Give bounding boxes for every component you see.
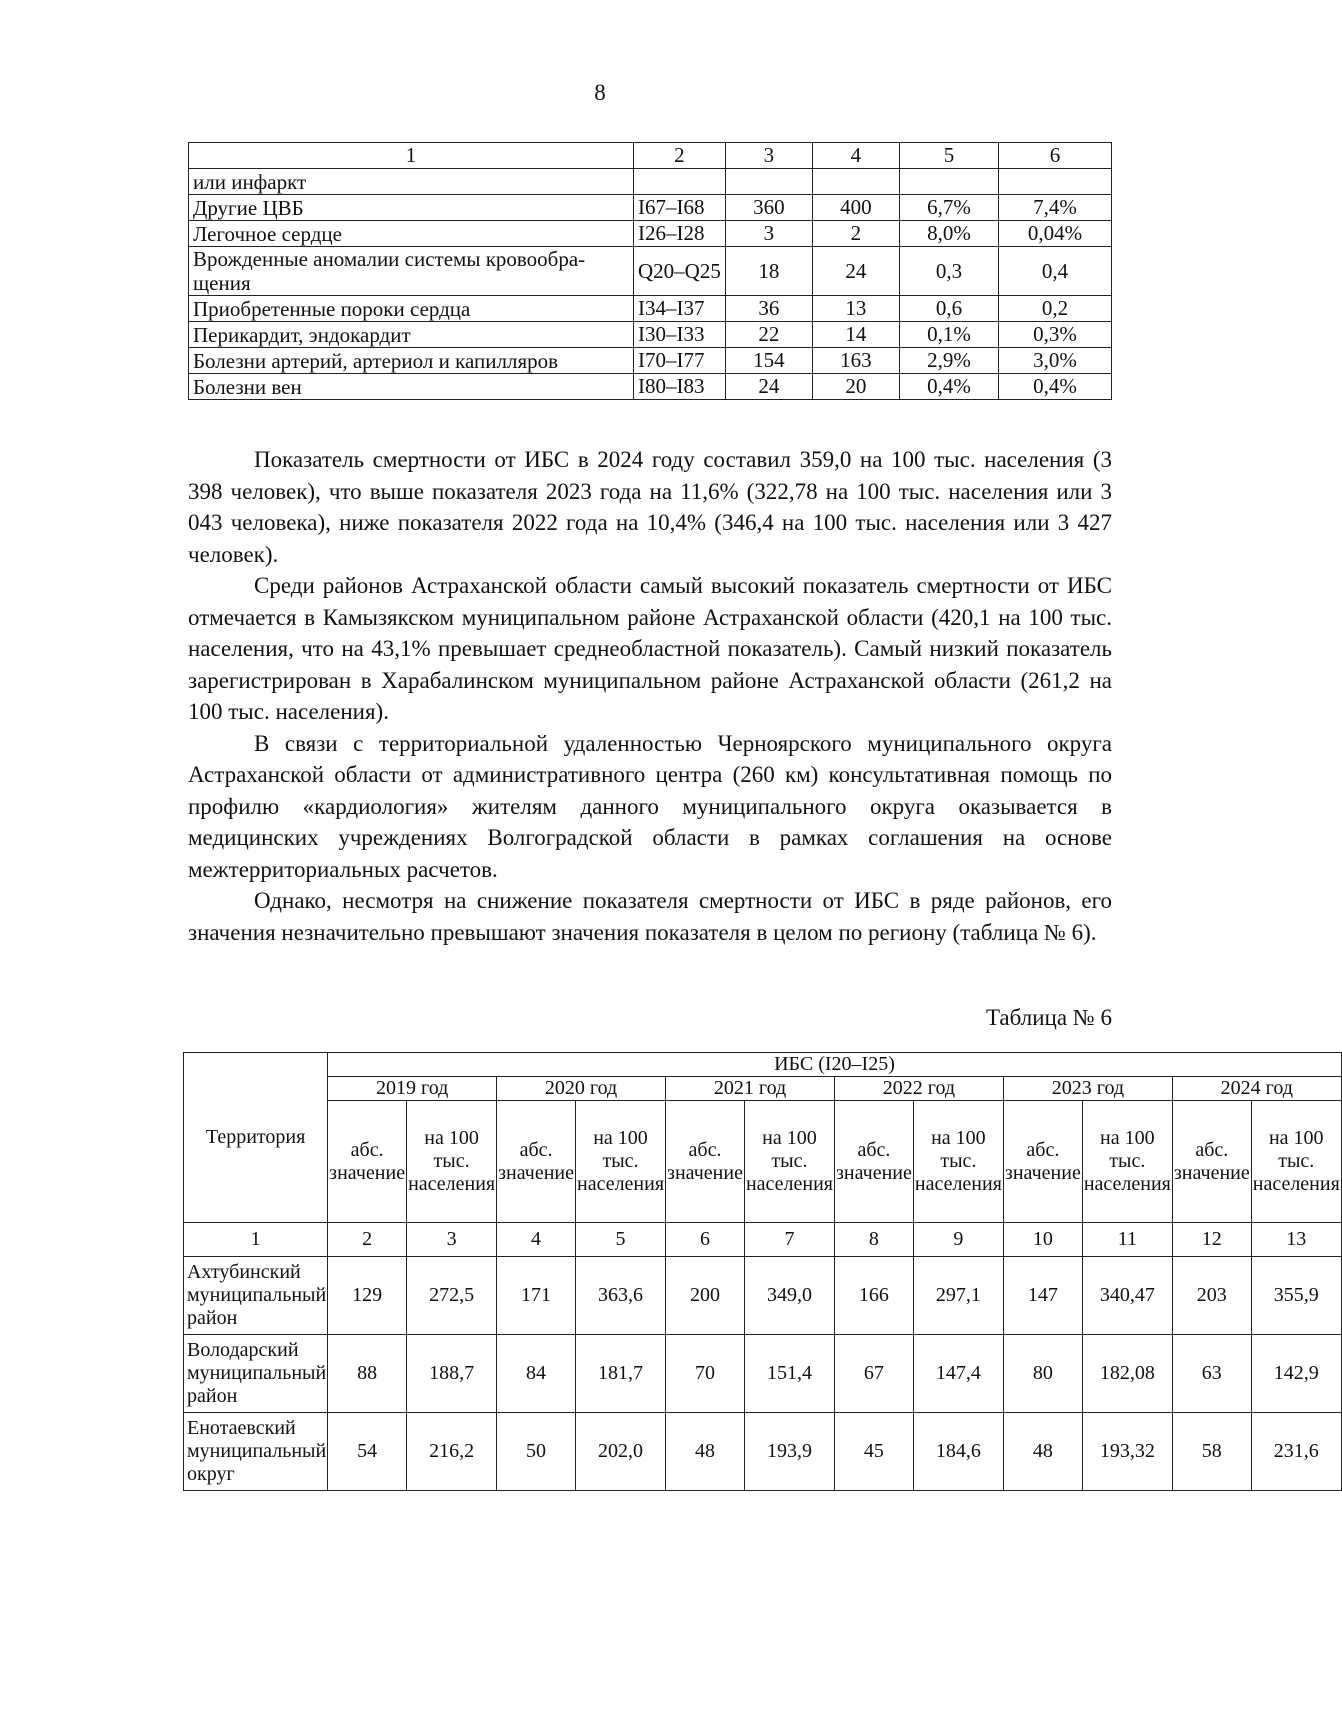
column-number: 1 — [189, 143, 634, 169]
value-cell: 54 — [328, 1413, 407, 1491]
value-cell: 67 — [834, 1335, 913, 1413]
sub-header: абс. значение — [666, 1101, 745, 1223]
sub-header-row — [184, 1101, 1342, 1223]
value-cell: 193,32 — [1082, 1413, 1172, 1491]
diseases-table-continued — [188, 142, 1112, 400]
table-row — [189, 322, 1112, 348]
value-cell: 297,1 — [913, 1257, 1003, 1335]
value-cell: 188,7 — [407, 1335, 497, 1413]
value-cell: 216,2 — [407, 1413, 497, 1491]
column-number: 9 — [913, 1223, 1003, 1257]
table-row — [184, 1335, 1342, 1413]
value-cell: 147,4 — [913, 1335, 1003, 1413]
value-cell: 45 — [834, 1413, 913, 1491]
territory-name: Ахтубинский муниципальный район — [184, 1257, 328, 1335]
column-number: 5 — [576, 1223, 666, 1257]
paragraph: Однако, несмотря на снижение показателя смертности от ИБС в ряде районов, его значения незначительно превышают значения показателя в целом по региону (таблица № 6). — [188, 888, 1112, 945]
year-header: 2024 год — [1172, 1077, 1341, 1101]
icd-code: I80–I83 — [634, 374, 726, 400]
year-header: 2023 год — [1003, 1077, 1172, 1101]
column-number: 4 — [497, 1223, 576, 1257]
value-cell: 0,4% — [998, 374, 1111, 400]
value-cell: 2 — [812, 221, 899, 247]
value-cell: 84 — [497, 1335, 576, 1413]
value-cell: 48 — [1003, 1413, 1082, 1491]
value-cell: 171 — [497, 1257, 576, 1335]
value-cell: 14 — [812, 322, 899, 348]
column-number: 6 — [666, 1223, 745, 1257]
column-number: 5 — [899, 143, 998, 169]
icd-code: Q20–Q25 — [634, 247, 726, 296]
icd-code: I26–I28 — [634, 221, 726, 247]
value-cell — [812, 169, 899, 195]
value-cell: 151,4 — [744, 1335, 834, 1413]
ibs-mortality-table — [183, 1052, 1342, 1491]
value-cell: 20 — [812, 374, 899, 400]
table-caption: Таблица № 6 — [985, 1005, 1112, 1030]
disease-name: Врожденные аномалии системы кровообра-щения — [189, 247, 634, 296]
table-row — [184, 1257, 1342, 1335]
column-number: 2 — [328, 1223, 407, 1257]
value-cell: 48 — [666, 1413, 745, 1491]
value-cell: 24 — [725, 374, 812, 400]
year-header: 2020 год — [497, 1077, 666, 1101]
disease-name: Болезни артерий, артериол и капилляров — [189, 348, 634, 374]
value-cell: 184,6 — [913, 1413, 1003, 1491]
value-cell: 8,0% — [899, 221, 998, 247]
year-header: 2019 год — [328, 1077, 497, 1101]
territory-header: Территория — [184, 1053, 328, 1223]
paragraph: В связи с территориальной удаленностью Черноярского муниципального округа Астраханской области от административного центра (260 км) консультативная помощь по профилю «кардиология» жителям данного муниципального округа оказывается в медицинских учреждениях Волгоградской области в рамках соглашения на основе межтерриториальных расчетов. — [188, 730, 1112, 882]
value-cell: 0,3 — [899, 247, 998, 296]
icd-code: I70–I77 — [634, 348, 726, 374]
value-cell: 202,0 — [576, 1413, 666, 1491]
value-cell: 70 — [666, 1335, 745, 1413]
column-number: 2 — [634, 143, 726, 169]
disease-name: Приобретенные пороки сердца — [189, 296, 634, 322]
sub-header: абс. значение — [1172, 1101, 1251, 1223]
icd-code: I34–I37 — [634, 296, 726, 322]
sub-header: на 100 тыс. населения — [1251, 1101, 1341, 1223]
value-cell: 142,9 — [1251, 1335, 1341, 1413]
value-cell: 272,5 — [407, 1257, 497, 1335]
value-cell: 193,9 — [744, 1413, 834, 1491]
value-cell: 0,3% — [998, 322, 1111, 348]
page-number: 8 — [594, 80, 606, 105]
value-cell: 349,0 — [744, 1257, 834, 1335]
sub-header: на 100 тыс. населения — [913, 1101, 1003, 1223]
sub-header: на 100 тыс. населения — [744, 1101, 834, 1223]
table-row — [189, 221, 1112, 247]
table-row — [189, 195, 1112, 221]
value-cell: 360 — [725, 195, 812, 221]
table-row — [189, 296, 1112, 322]
column-number: 8 — [834, 1223, 913, 1257]
value-cell: 3 — [725, 221, 812, 247]
year-header-row — [184, 1077, 1342, 1101]
group-header: ИБС (I20–I25) — [328, 1053, 1342, 1077]
disease-name: Болезни вен — [189, 374, 634, 400]
table-row — [189, 247, 1112, 296]
table-header-row — [189, 143, 1112, 169]
table-row — [189, 169, 1112, 195]
value-cell: 200 — [666, 1257, 745, 1335]
column-number-row — [184, 1223, 1342, 1257]
value-cell: 163 — [812, 348, 899, 374]
value-cell: 154 — [725, 348, 812, 374]
icd-code: I30–I33 — [634, 322, 726, 348]
value-cell: 22 — [725, 322, 812, 348]
year-header: 2022 год — [834, 1077, 1003, 1101]
column-number: 3 — [725, 143, 812, 169]
value-cell: 88 — [328, 1335, 407, 1413]
disease-name: Другие ЦВБ — [189, 195, 634, 221]
value-cell: 182,08 — [1082, 1335, 1172, 1413]
value-cell: 7,4% — [998, 195, 1111, 221]
value-cell — [899, 169, 998, 195]
column-number: 7 — [744, 1223, 834, 1257]
territory-name: Енотаевский муниципальный округ — [184, 1413, 328, 1491]
value-cell: 363,6 — [576, 1257, 666, 1335]
value-cell: 63 — [1172, 1335, 1251, 1413]
value-cell: 6,7% — [899, 195, 998, 221]
sub-header: абс. значение — [1003, 1101, 1082, 1223]
value-cell: 3,0% — [998, 348, 1111, 374]
value-cell: 0,2 — [998, 296, 1111, 322]
sub-header: на 100 тыс. населения — [407, 1101, 497, 1223]
value-cell: 50 — [497, 1413, 576, 1491]
value-cell: 0,6 — [899, 296, 998, 322]
value-cell: 58 — [1172, 1413, 1251, 1491]
paragraph: Показатель смертности от ИБС в 2024 году составил 359,0 на 100 тыс. населения (3 398 человек), что выше показателя 2023 года на 11,6% (322,78 на 100 тыс. населения или 3 043 человека), ниже показателя 2022 года на 10,4% (346,4 на 100 тыс. населения или 3 427 человек). — [188, 447, 1112, 567]
column-number: 1 — [184, 1223, 328, 1257]
value-cell: 400 — [812, 195, 899, 221]
paragraph: Среди районов Астраханской области самый высокий показатель смертности от ИБС отмечается в Камызякском муниципальном районе Астраханской области (420,1 на 100 тыс. населения, что на 43,1% превышает среднеобластной показатель). Самый низкий показатель зарегистрирован в Харабалинском муниципальном районе Астраханской области (261,2 на 100 тыс. населения). — [188, 573, 1112, 724]
value-cell — [725, 169, 812, 195]
value-cell: 340,47 — [1082, 1257, 1172, 1335]
value-cell: 147 — [1003, 1257, 1082, 1335]
value-cell: 24 — [812, 247, 899, 296]
value-cell: 36 — [725, 296, 812, 322]
column-number: 12 — [1172, 1223, 1251, 1257]
column-number: 4 — [812, 143, 899, 169]
column-number: 6 — [998, 143, 1111, 169]
value-cell: 0,1% — [899, 322, 998, 348]
value-cell: 203 — [1172, 1257, 1251, 1335]
year-header: 2021 год — [666, 1077, 835, 1101]
value-cell: 355,9 — [1251, 1257, 1341, 1335]
sub-header: на 100 тыс. населения — [1082, 1101, 1172, 1223]
column-number: 11 — [1082, 1223, 1172, 1257]
value-cell: 231,6 — [1251, 1413, 1341, 1491]
icd-code: I67–I68 — [634, 195, 726, 221]
column-number: 3 — [407, 1223, 497, 1257]
value-cell: 80 — [1003, 1335, 1082, 1413]
value-cell: 0,04% — [998, 221, 1111, 247]
sub-header: абс. значение — [834, 1101, 913, 1223]
territory-name: Володарский муниципальный район — [184, 1335, 328, 1413]
disease-name: или инфаркт — [189, 169, 634, 195]
column-number: 13 — [1251, 1223, 1341, 1257]
value-cell: 2,9% — [899, 348, 998, 374]
value-cell: 129 — [328, 1257, 407, 1335]
icd-code — [634, 169, 726, 195]
table-row — [189, 348, 1112, 374]
value-cell: 0,4 — [998, 247, 1111, 296]
disease-name: Легочное сердце — [189, 221, 634, 247]
value-cell: 18 — [725, 247, 812, 296]
value-cell: 181,7 — [576, 1335, 666, 1413]
sub-header: абс. значение — [328, 1101, 407, 1223]
value-cell — [998, 169, 1111, 195]
column-number: 10 — [1003, 1223, 1082, 1257]
body-text — [188, 444, 1112, 948]
sub-header: на 100 тыс. населения — [576, 1101, 666, 1223]
table-row — [184, 1413, 1342, 1491]
value-cell: 166 — [834, 1257, 913, 1335]
value-cell: 0,4% — [899, 374, 998, 400]
sub-header: абс. значение — [497, 1101, 576, 1223]
disease-name: Перикардит, эндокардит — [189, 322, 634, 348]
table-row — [189, 374, 1112, 400]
value-cell: 13 — [812, 296, 899, 322]
table-header-row — [184, 1053, 1342, 1077]
